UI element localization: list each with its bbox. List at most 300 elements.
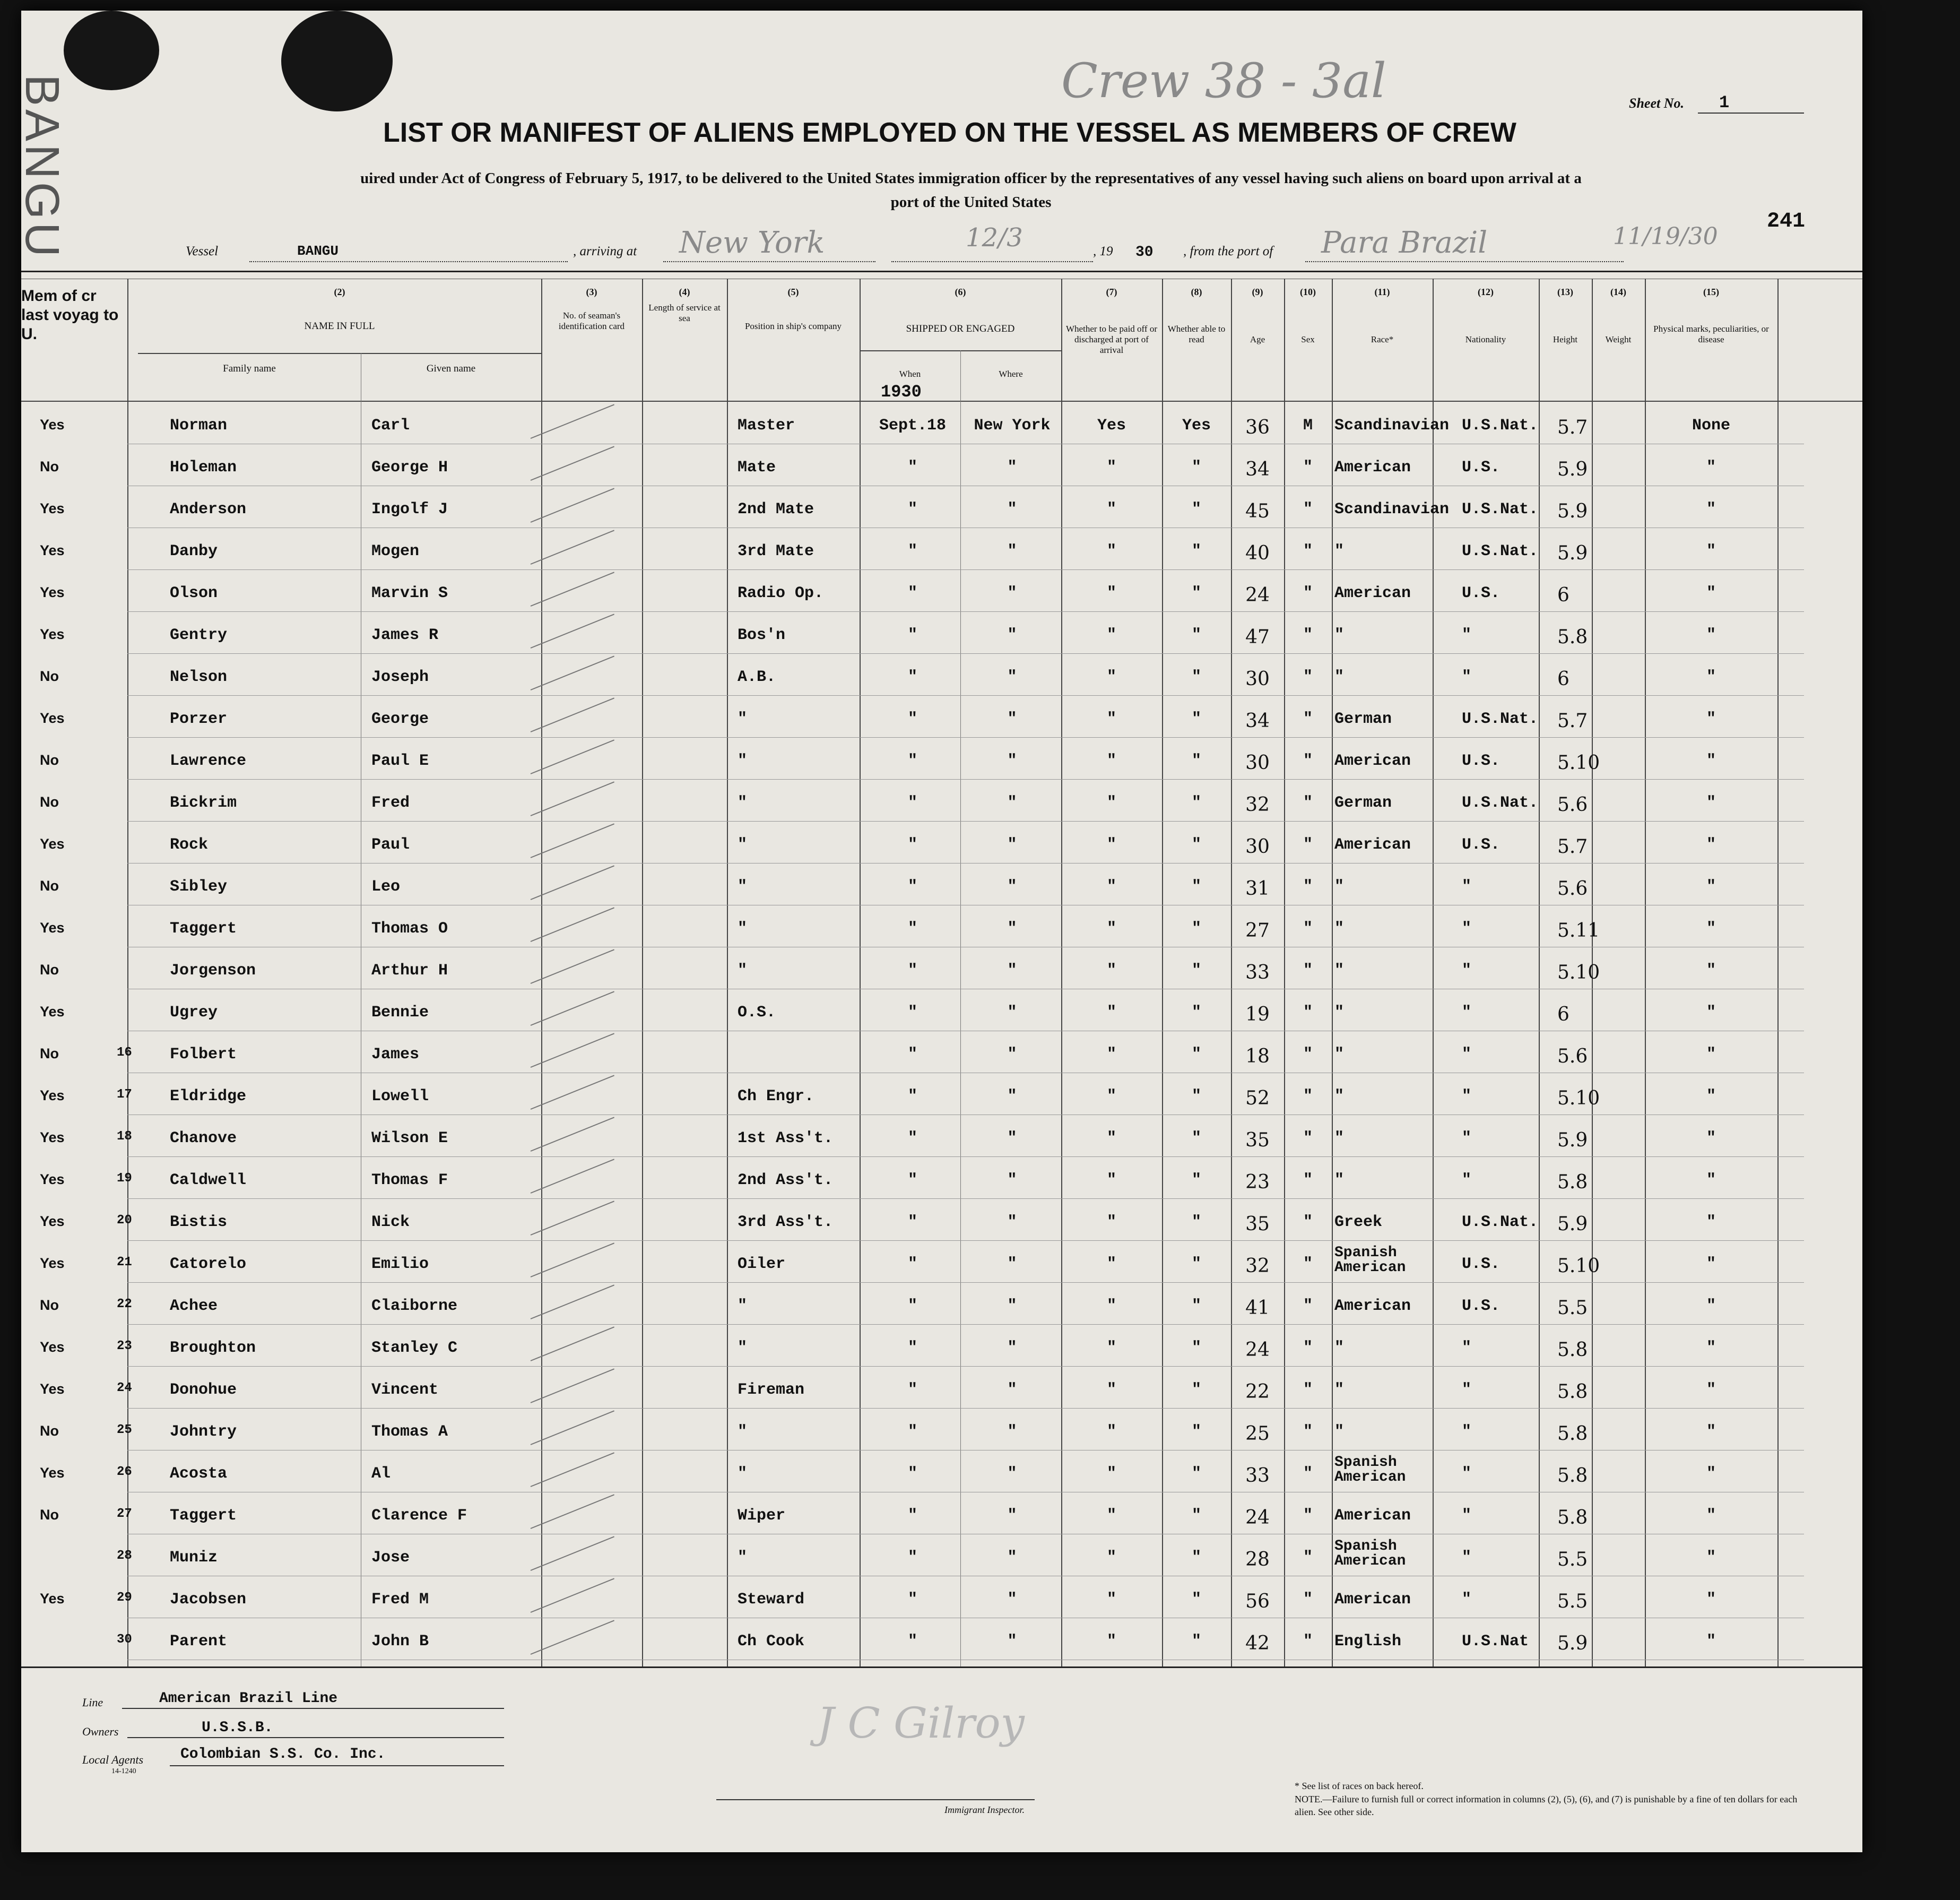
crew-position-cell: " bbox=[738, 794, 748, 812]
crew-member-cell: Yes bbox=[40, 1129, 65, 1145]
crew-num-cell: 18 bbox=[117, 1129, 132, 1144]
crew-race-cell: " bbox=[1334, 626, 1345, 644]
crew-paid-cell: " bbox=[1106, 1465, 1116, 1483]
crew-height-cell: 5.9 bbox=[1557, 500, 1588, 522]
crew-given-cell: Vincent bbox=[371, 1381, 439, 1399]
crew-family-cell: Rock bbox=[170, 836, 209, 854]
crew-when-cell: Sept.18 bbox=[879, 417, 947, 435]
crew-when-cell: " bbox=[907, 794, 917, 812]
crew-paid-cell: " bbox=[1106, 459, 1116, 477]
crew-read-cell: " bbox=[1191, 962, 1201, 980]
crew-sex-cell: " bbox=[1303, 710, 1313, 728]
crew-position-cell: " bbox=[738, 962, 748, 980]
crew-when-cell: " bbox=[907, 836, 917, 854]
crew-paid-cell: " bbox=[1106, 1255, 1116, 1273]
crew-read-cell: " bbox=[1191, 1381, 1201, 1399]
crew-race-cell: " bbox=[1334, 920, 1345, 938]
crew-nationality-cell: " bbox=[1462, 1423, 1472, 1441]
crew-age-cell: 52 bbox=[1245, 1087, 1270, 1109]
row-rule bbox=[127, 611, 1804, 612]
crew-given-cell: Clarence F bbox=[371, 1507, 467, 1525]
crew-read-cell: " bbox=[1191, 920, 1201, 938]
crew-height-cell: 6 bbox=[1557, 1004, 1569, 1025]
crew-height-cell: 5.8 bbox=[1557, 1423, 1588, 1445]
crew-num-cell: 20 bbox=[117, 1213, 132, 1228]
col-divider-6a bbox=[960, 350, 961, 1666]
crew-family-cell: Porzer bbox=[170, 710, 228, 728]
crew-where-cell: " bbox=[1007, 1004, 1017, 1022]
crew-height-cell: 5.5 bbox=[1557, 1591, 1588, 1612]
crew-family-cell: Broughton bbox=[170, 1339, 256, 1357]
weight-header: Weight bbox=[1605, 334, 1632, 344]
crew-given-cell: James R bbox=[371, 626, 439, 644]
crew-age-cell: 35 bbox=[1245, 1129, 1270, 1151]
crew-position-cell: " bbox=[738, 920, 748, 938]
col9-number: (9) bbox=[1252, 287, 1263, 297]
table-bottom-border bbox=[21, 1666, 1862, 1668]
crew-read-cell: " bbox=[1191, 1507, 1201, 1525]
crew-position-cell: Oiler bbox=[738, 1255, 786, 1273]
crew-sex-cell: " bbox=[1303, 500, 1313, 519]
crew-height-cell: 6 bbox=[1557, 584, 1569, 606]
crew-family-cell: Parent bbox=[170, 1633, 228, 1651]
crew-height-cell: 5.9 bbox=[1557, 459, 1588, 480]
crew-num-cell: 26 bbox=[117, 1465, 132, 1479]
manifest-sheet bbox=[15, 11, 1862, 1852]
crew-where-cell: " bbox=[1007, 1339, 1017, 1357]
crew-height-cell: 5.7 bbox=[1557, 836, 1588, 858]
crew-height-cell: 5.9 bbox=[1557, 542, 1588, 564]
crew-position-cell: " bbox=[738, 1423, 748, 1441]
arrival-date: 12/3 bbox=[966, 223, 1023, 253]
crew-sex-cell: " bbox=[1303, 1004, 1313, 1022]
crew-paid-cell: " bbox=[1106, 962, 1116, 980]
crew-marks-cell: " bbox=[1706, 459, 1716, 477]
inspector-signature-line bbox=[716, 1799, 1035, 1800]
crew-height-cell: 6 bbox=[1557, 668, 1569, 690]
crew-member-cell: No bbox=[40, 459, 59, 474]
col6-number: (6) bbox=[955, 287, 966, 297]
crew-position-cell: " bbox=[738, 1297, 748, 1315]
row-rule bbox=[127, 1366, 1804, 1367]
crew-position-cell: 2nd Ass't. bbox=[738, 1171, 834, 1189]
departure-date: 11/19/30 bbox=[1613, 223, 1718, 250]
crew-given-cell: James bbox=[371, 1046, 420, 1064]
crew-where-cell: " bbox=[1007, 1381, 1017, 1399]
crew-sex-cell: " bbox=[1303, 1381, 1313, 1399]
crew-height-cell: 5.10 bbox=[1557, 1255, 1600, 1277]
crew-position-cell: 3rd Ass't. bbox=[738, 1213, 834, 1231]
crew-family-cell: Bickrim bbox=[170, 794, 237, 812]
crew-nationality-cell: U.S.Nat. bbox=[1462, 794, 1539, 812]
row-rule bbox=[127, 1324, 1804, 1325]
crew-race-cell: " bbox=[1334, 1423, 1345, 1441]
crew-marks-cell: " bbox=[1706, 1297, 1716, 1315]
crew-marks-cell: " bbox=[1706, 1046, 1716, 1064]
name-in-full-header: NAME IN FULL bbox=[304, 321, 375, 332]
row-rule bbox=[127, 1198, 1804, 1199]
crew-nationality-cell: U.S. bbox=[1462, 836, 1501, 854]
crew-member-cell: Yes bbox=[40, 1255, 65, 1271]
crew-race-cell: American bbox=[1334, 1297, 1411, 1315]
crew-given-cell: Emilio bbox=[371, 1255, 429, 1273]
crew-where-cell: " bbox=[1007, 1507, 1017, 1525]
crew-given-cell: Joseph bbox=[371, 668, 429, 686]
crew-member-cell: Yes bbox=[40, 836, 65, 852]
col-divider-1 bbox=[127, 279, 128, 1666]
crew-when-cell: " bbox=[907, 920, 917, 938]
crew-height-cell: 5.11 bbox=[1557, 920, 1600, 942]
crew-marks-cell: " bbox=[1706, 920, 1716, 938]
crew-position-cell: " bbox=[738, 878, 748, 896]
where-header: Where bbox=[999, 369, 1023, 379]
crew-age-cell: 33 bbox=[1245, 1465, 1270, 1487]
crew-given-cell: George bbox=[371, 710, 429, 728]
crew-num-cell: 27 bbox=[117, 1507, 132, 1521]
crew-race-cell: " bbox=[1334, 878, 1345, 896]
owners-value: U.S.S.B. bbox=[202, 1720, 273, 1736]
sheet-number: 1 bbox=[1719, 93, 1730, 113]
crew-age-cell: 25 bbox=[1245, 1423, 1270, 1445]
crew-position-cell: " bbox=[738, 1549, 748, 1567]
crew-where-cell: " bbox=[1007, 836, 1017, 854]
crew-age-cell: 47 bbox=[1245, 626, 1270, 648]
crew-read-cell: " bbox=[1191, 1129, 1201, 1147]
crew-given-cell: Jose bbox=[371, 1549, 410, 1567]
crew-paid-cell: " bbox=[1106, 1129, 1116, 1147]
crew-paid-cell: " bbox=[1106, 1633, 1116, 1651]
col4-number: (4) bbox=[679, 287, 690, 297]
crew-where-cell: " bbox=[1007, 459, 1017, 477]
crew-marks-cell: " bbox=[1706, 1381, 1716, 1399]
crew-nationality-cell: " bbox=[1462, 668, 1472, 686]
crew-age-cell: 34 bbox=[1245, 710, 1270, 732]
age-header: Age bbox=[1250, 334, 1265, 344]
crew-height-cell: 5.10 bbox=[1557, 1087, 1600, 1109]
col13-number: (13) bbox=[1557, 287, 1573, 297]
crew-member-cell: Yes bbox=[40, 1381, 65, 1397]
crew-read-cell: " bbox=[1191, 626, 1201, 644]
crew-given-cell: Mogen bbox=[371, 542, 420, 560]
crew-sex-cell: " bbox=[1303, 668, 1313, 686]
crew-sex-cell: " bbox=[1303, 962, 1313, 980]
crew-where-cell: " bbox=[1007, 626, 1017, 644]
crew-height-cell: 5.8 bbox=[1557, 1381, 1588, 1403]
col-member-header: Mem of cr last voyag to U. bbox=[21, 287, 119, 343]
crew-where-cell: " bbox=[1007, 1297, 1017, 1315]
crew-family-cell: Jacobsen bbox=[170, 1591, 247, 1609]
crew-where-cell: " bbox=[1007, 1087, 1017, 1106]
crew-age-cell: 56 bbox=[1245, 1591, 1270, 1612]
crew-when-cell: " bbox=[907, 1423, 917, 1441]
crew-given-cell: Thomas O bbox=[371, 920, 448, 938]
crew-when-cell: " bbox=[907, 1549, 917, 1567]
shipped-year: 1930 bbox=[881, 382, 922, 402]
crew-paid-cell: " bbox=[1106, 668, 1116, 686]
col-divider-15 bbox=[1777, 279, 1779, 1666]
crew-read-cell: " bbox=[1191, 794, 1201, 812]
crew-paid-cell: " bbox=[1106, 626, 1116, 644]
crew-read-cell: " bbox=[1191, 1087, 1201, 1106]
line-underline bbox=[122, 1708, 504, 1709]
crew-position-cell: Ch Cook bbox=[738, 1633, 805, 1651]
crew-race-cell: Spanish American bbox=[1334, 1245, 1406, 1276]
crew-race-cell: " bbox=[1334, 1171, 1345, 1189]
crew-paid-cell: " bbox=[1106, 836, 1116, 854]
crew-race-cell: " bbox=[1334, 1339, 1345, 1357]
crew-read-cell: " bbox=[1191, 542, 1201, 560]
crew-member-cell: Yes bbox=[40, 626, 65, 642]
crew-paid-cell: " bbox=[1106, 1297, 1116, 1315]
crew-marks-cell: " bbox=[1706, 752, 1716, 770]
crew-paid-cell: " bbox=[1106, 1339, 1116, 1357]
crew-age-cell: 45 bbox=[1245, 500, 1270, 522]
crew-marks-cell: " bbox=[1706, 1507, 1716, 1525]
crew-where-cell: " bbox=[1007, 1591, 1017, 1609]
crew-race-cell: German bbox=[1334, 710, 1392, 728]
crew-member-cell: Yes bbox=[40, 1087, 65, 1103]
crew-age-cell: 36 bbox=[1245, 417, 1270, 438]
page-number: 241 bbox=[1767, 210, 1806, 234]
crew-paid-cell: " bbox=[1106, 542, 1116, 560]
crew-paid-cell: " bbox=[1106, 1423, 1116, 1441]
crew-where-cell: " bbox=[1007, 1213, 1017, 1231]
crew-when-cell: " bbox=[907, 1633, 917, 1651]
arriving-label: , arriving at bbox=[573, 244, 637, 258]
crew-position-cell: " bbox=[738, 710, 748, 728]
agents-label: Local Agents bbox=[82, 1753, 144, 1766]
crew-read-cell: " bbox=[1191, 1423, 1201, 1441]
year-label: , 19 bbox=[1093, 244, 1113, 258]
crew-where-cell: " bbox=[1007, 1633, 1017, 1651]
crew-when-cell: " bbox=[907, 1129, 917, 1147]
crew-read-cell: " bbox=[1191, 1297, 1201, 1315]
crew-height-cell: 5.6 bbox=[1557, 1046, 1588, 1067]
crew-family-cell: Eldridge bbox=[170, 1087, 247, 1106]
row-rule bbox=[127, 779, 1804, 780]
crew-sex-cell: " bbox=[1303, 542, 1313, 560]
crew-family-cell: Caldwell bbox=[170, 1171, 247, 1189]
row-rule bbox=[127, 695, 1804, 696]
crew-family-cell: Donohue bbox=[170, 1381, 237, 1399]
crew-sex-cell: " bbox=[1303, 1087, 1313, 1106]
crew-position-cell: Fireman bbox=[738, 1381, 805, 1399]
crew-family-cell: Folbert bbox=[170, 1046, 237, 1064]
vessel-label: Vessel bbox=[186, 244, 219, 258]
crew-age-cell: 24 bbox=[1245, 1339, 1270, 1361]
header-bottom-border bbox=[21, 401, 1862, 402]
crew-paid-cell: " bbox=[1106, 1004, 1116, 1022]
crew-member-cell: No bbox=[40, 1046, 59, 1061]
vessel-name: BANGU bbox=[297, 243, 339, 259]
crew-num-cell: 21 bbox=[117, 1255, 132, 1269]
crew-paid-cell: " bbox=[1106, 920, 1116, 938]
crew-where-cell: " bbox=[1007, 1465, 1017, 1483]
crew-family-cell: Acosta bbox=[170, 1465, 228, 1483]
crew-sex-cell: " bbox=[1303, 794, 1313, 812]
inspector-label: Immigrant Inspector. bbox=[944, 1804, 1025, 1815]
crew-when-cell: " bbox=[907, 584, 917, 602]
crew-paid-cell: " bbox=[1106, 1171, 1116, 1189]
row-rule bbox=[127, 1156, 1804, 1157]
name-header-rule bbox=[138, 353, 541, 354]
crew-position-cell: Bos'n bbox=[738, 626, 786, 644]
crew-num-cell: 25 bbox=[117, 1423, 132, 1437]
crew-nationality-cell: U.S.Nat bbox=[1462, 1633, 1529, 1651]
crew-marks-cell: " bbox=[1706, 1171, 1716, 1189]
crew-when-cell: " bbox=[907, 1213, 917, 1231]
crew-race-cell: Greek bbox=[1334, 1213, 1383, 1231]
footer-note: NOTE.—Failure to furnish full or correct information in columns (2), (5), (6), and (7) is punishable by a fine of ten dollars for each alien. See other side. bbox=[1295, 1794, 1798, 1817]
crew-family-cell: Sibley bbox=[170, 878, 228, 896]
crew-given-cell: Carl bbox=[371, 417, 410, 435]
crew-nationality-cell: " bbox=[1462, 1004, 1472, 1022]
crew-race-cell: American bbox=[1334, 836, 1411, 854]
crew-age-cell: 24 bbox=[1245, 584, 1270, 606]
col-divider-3 bbox=[642, 279, 643, 1666]
crew-height-cell: 5.10 bbox=[1557, 962, 1600, 983]
crew-where-cell: " bbox=[1007, 878, 1017, 896]
row-rule bbox=[127, 653, 1804, 654]
crew-given-cell: Thomas F bbox=[371, 1171, 448, 1189]
crew-given-cell: Stanley C bbox=[371, 1339, 458, 1357]
length-of-service-header: Length of service at sea bbox=[648, 303, 721, 323]
crew-marks-cell: " bbox=[1706, 1255, 1716, 1273]
crew-height-cell: 5.9 bbox=[1557, 1633, 1588, 1654]
col11-number: (11) bbox=[1374, 287, 1390, 297]
crew-family-cell: Catorelo bbox=[170, 1255, 247, 1273]
col3-number: (3) bbox=[586, 287, 597, 297]
crew-race-cell: American bbox=[1334, 584, 1411, 602]
crew-marks-cell: " bbox=[1706, 500, 1716, 519]
crew-nationality-cell: " bbox=[1462, 1381, 1472, 1399]
crew-member-cell: Yes bbox=[40, 1339, 65, 1355]
crew-height-cell: 5.9 bbox=[1557, 1129, 1588, 1151]
crew-where-cell: New York bbox=[974, 417, 1051, 435]
crew-position-cell: Steward bbox=[738, 1591, 805, 1609]
crew-sex-cell: " bbox=[1303, 1465, 1313, 1483]
crew-given-cell: Arthur H bbox=[371, 962, 448, 980]
crew-when-cell: " bbox=[907, 1339, 917, 1357]
crew-where-cell: " bbox=[1007, 752, 1017, 770]
crew-race-cell: " bbox=[1334, 1046, 1345, 1064]
subtitle-line-2: port of the United States bbox=[890, 194, 1052, 211]
crew-paid-cell: " bbox=[1106, 752, 1116, 770]
crew-marks-cell: " bbox=[1706, 878, 1716, 896]
crew-position-cell: " bbox=[738, 1339, 748, 1357]
crew-position-cell: Mate bbox=[738, 459, 776, 477]
crew-where-cell: " bbox=[1007, 584, 1017, 602]
crew-marks-cell: " bbox=[1706, 584, 1716, 602]
arriving-port: New York bbox=[679, 226, 825, 260]
crew-sex-cell: " bbox=[1303, 584, 1313, 602]
crew-height-cell: 5.5 bbox=[1557, 1297, 1588, 1319]
given-name-header: Given name bbox=[426, 363, 476, 374]
crew-family-cell: Ugrey bbox=[170, 1004, 218, 1022]
col8-number: (8) bbox=[1191, 287, 1202, 297]
crew-given-cell: Ingolf J bbox=[371, 500, 448, 519]
crew-read-cell: " bbox=[1191, 1549, 1201, 1567]
crew-paid-cell: Yes bbox=[1097, 417, 1126, 435]
crew-read-cell: " bbox=[1191, 878, 1201, 896]
line-label: Line bbox=[82, 1696, 103, 1709]
crew-age-cell: 27 bbox=[1245, 920, 1270, 942]
crew-read-cell: " bbox=[1191, 459, 1201, 477]
crew-member-cell: No bbox=[40, 752, 59, 768]
crew-position-cell: Wiper bbox=[738, 1507, 786, 1525]
crew-family-cell: Chanove bbox=[170, 1129, 237, 1147]
agents-value: Colombian S.S. Co. Inc. bbox=[180, 1746, 386, 1763]
crew-read-cell: " bbox=[1191, 584, 1201, 602]
crew-where-cell: " bbox=[1007, 1046, 1017, 1064]
table-top-border bbox=[21, 271, 1862, 272]
crew-age-cell: 35 bbox=[1245, 1213, 1270, 1235]
crew-position-cell: O.S. bbox=[738, 1004, 776, 1022]
crew-nationality-cell: U.S. bbox=[1462, 459, 1501, 477]
crew-age-cell: 28 bbox=[1245, 1549, 1270, 1570]
crew-given-cell: Claiborne bbox=[371, 1297, 458, 1315]
from-port: Para Brazil bbox=[1321, 226, 1488, 260]
crew-nationality-cell: U.S. bbox=[1462, 1297, 1501, 1315]
crew-read-cell: " bbox=[1191, 1213, 1201, 1231]
race-header: Race* bbox=[1371, 334, 1394, 344]
crew-nationality-cell: U.S.Nat. bbox=[1462, 1213, 1539, 1231]
crew-member-cell: Yes bbox=[40, 710, 65, 726]
crew-when-cell: " bbox=[907, 542, 917, 560]
crew-where-cell: " bbox=[1007, 1423, 1017, 1441]
crew-marks-cell: " bbox=[1706, 794, 1716, 812]
crew-sex-cell: " bbox=[1303, 1255, 1313, 1273]
crew-race-cell: Spanish American bbox=[1334, 1454, 1406, 1486]
crew-sex-cell: " bbox=[1303, 1549, 1313, 1567]
crew-marks-cell: " bbox=[1706, 1004, 1716, 1022]
crew-race-cell: American bbox=[1334, 459, 1411, 477]
crew-position-cell: 1st Ass't. bbox=[738, 1129, 834, 1147]
crew-member-cell: Yes bbox=[40, 1591, 65, 1607]
crew-age-cell: 22 bbox=[1245, 1381, 1270, 1403]
crew-race-cell: Scandinavian bbox=[1334, 417, 1450, 435]
crew-age-cell: 18 bbox=[1245, 1046, 1270, 1067]
crew-nationality-cell: U.S.Nat. bbox=[1462, 710, 1539, 728]
crew-nationality-cell: U.S. bbox=[1462, 1255, 1501, 1273]
crew-height-cell: 5.6 bbox=[1557, 878, 1588, 900]
crew-when-cell: " bbox=[907, 668, 917, 686]
crew-family-cell: Danby bbox=[170, 542, 218, 560]
crew-family-cell: Muniz bbox=[170, 1549, 218, 1567]
crew-read-cell: " bbox=[1191, 1004, 1201, 1022]
col-divider-2 bbox=[541, 279, 542, 1666]
crew-age-cell: 19 bbox=[1245, 1004, 1270, 1025]
crew-nationality-cell: " bbox=[1462, 626, 1472, 644]
race-note: * See list of races on back hereof. bbox=[1295, 1781, 1424, 1791]
top-annotation: Crew 38 - 3al bbox=[1061, 53, 1386, 109]
crew-marks-cell: " bbox=[1706, 1087, 1716, 1106]
crew-when-cell: " bbox=[907, 1171, 917, 1189]
crew-when-cell: " bbox=[907, 1255, 917, 1273]
crew-family-cell: Nelson bbox=[170, 668, 228, 686]
crew-paid-cell: " bbox=[1106, 878, 1116, 896]
crew-race-cell: German bbox=[1334, 794, 1392, 812]
crew-sex-cell: " bbox=[1303, 920, 1313, 938]
when-header: When bbox=[899, 369, 921, 379]
crew-paid-cell: " bbox=[1106, 794, 1116, 812]
crew-when-cell: " bbox=[907, 878, 917, 896]
col14-number: (14) bbox=[1610, 287, 1626, 297]
crew-paid-cell: " bbox=[1106, 1046, 1116, 1064]
crew-marks-cell: " bbox=[1706, 1591, 1716, 1609]
crew-age-cell: 34 bbox=[1245, 459, 1270, 480]
crew-member-cell: No bbox=[40, 1297, 59, 1313]
